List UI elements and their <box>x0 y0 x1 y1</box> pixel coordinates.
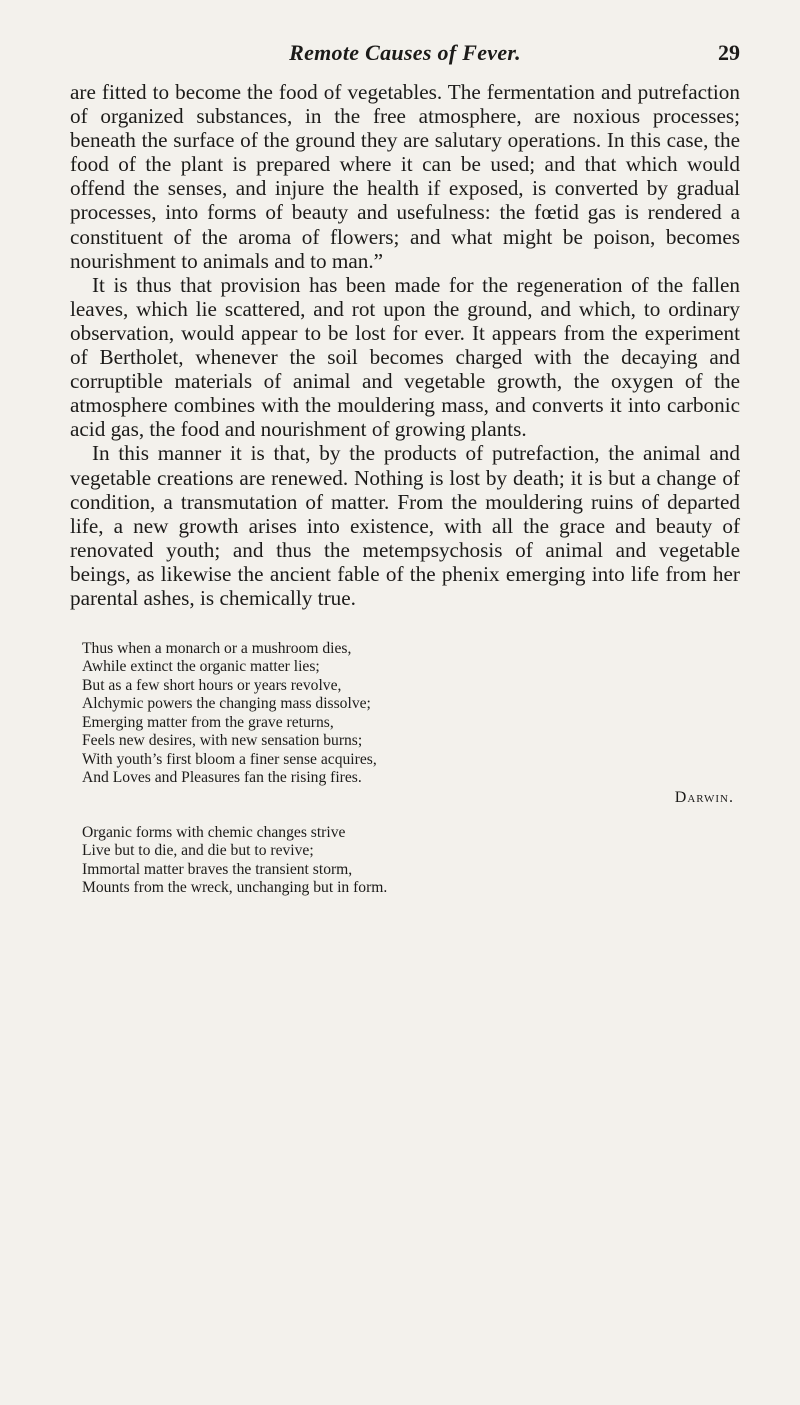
verse-line: Live but to die, and die but to revive; <box>82 842 314 860</box>
verse-line: Feels new desires, with new sensation burns; <box>82 732 363 750</box>
verse-line: Awhile extinct the organic matter lies; <box>82 658 320 676</box>
verse-line: But as a few short hours or years revolve, <box>82 676 342 694</box>
paragraph: are fitted to become the food of vegetables. The fermentation and putrefaction of organized substances, in the free atmosphere, are noxious processes; beneath the surface of the ground they are salutary operations. In this case, the food of the plant is prepared where it can be used; and that which would offend the senses, and injure the health if exposed, is converted by gradual processes, into forms of beauty and usefulness: the fœtid gas is rendered a constituent of the aroma of flowers; and what might be poison, becomes nourishment to animals and to man.” <box>70 80 740 273</box>
verse-line: Mounts from the wreck, unchanging but in form. <box>82 878 388 896</box>
page-number: 29 <box>718 40 740 65</box>
stanza-second <box>82 824 740 898</box>
paragraph: It is thus that provision has been made for the regeneration of the fallen leaves, which lie scattered, and rot upon the ground, and which, to ordinary observation, would appear to be lost for ever. It appears from the experiment of Bertholet, whenever the soil becomes charged with the decaying and corruptible materials of animal and vegetable growth, the oxygen of the atmosphere combines with the mouldering mass, and converts it into carbonic acid gas, the food and nourishment of growing plants. <box>70 272 740 442</box>
verse-line: Immortal matter braves the transient storm, <box>82 860 353 878</box>
stanza-darwin <box>82 640 740 808</box>
book-page <box>70 40 740 897</box>
paragraph: In this manner it is that, by the products of putrefaction, the animal and vegetable creations are renewed. Nothing is lost by death; it is but a change of condition, a transmutation of matter. From the mouldering ruins of departed life, a new growth arises into existence, with all the grace and beauty of renovated youth; and thus the metempsychosis of animal and vegetable beings, as likewise the ancient fable of the phenix emerging into life from her parental ashes, is chemically true. <box>70 441 740 610</box>
verse-quotation <box>70 640 740 897</box>
body-text <box>70 80 740 610</box>
verse-line: Organic forms with chemic changes strive <box>82 823 346 841</box>
verse-attribution: Darwin. <box>674 789 734 807</box>
verse-line: Thus when a monarch or a mushroom dies, <box>82 640 352 658</box>
running-title: Remote Causes of Fever. <box>289 40 521 65</box>
verse-line: Alchymic powers the changing mass dissolve; <box>82 695 371 713</box>
verse-line: Emerging matter from the grave returns, <box>82 713 334 731</box>
verse-line: And Loves and Pleasures fan the rising fires. <box>82 768 362 786</box>
running-head <box>70 40 740 80</box>
verse-line: With youth’s first bloom a finer sense acquires, <box>82 750 377 768</box>
